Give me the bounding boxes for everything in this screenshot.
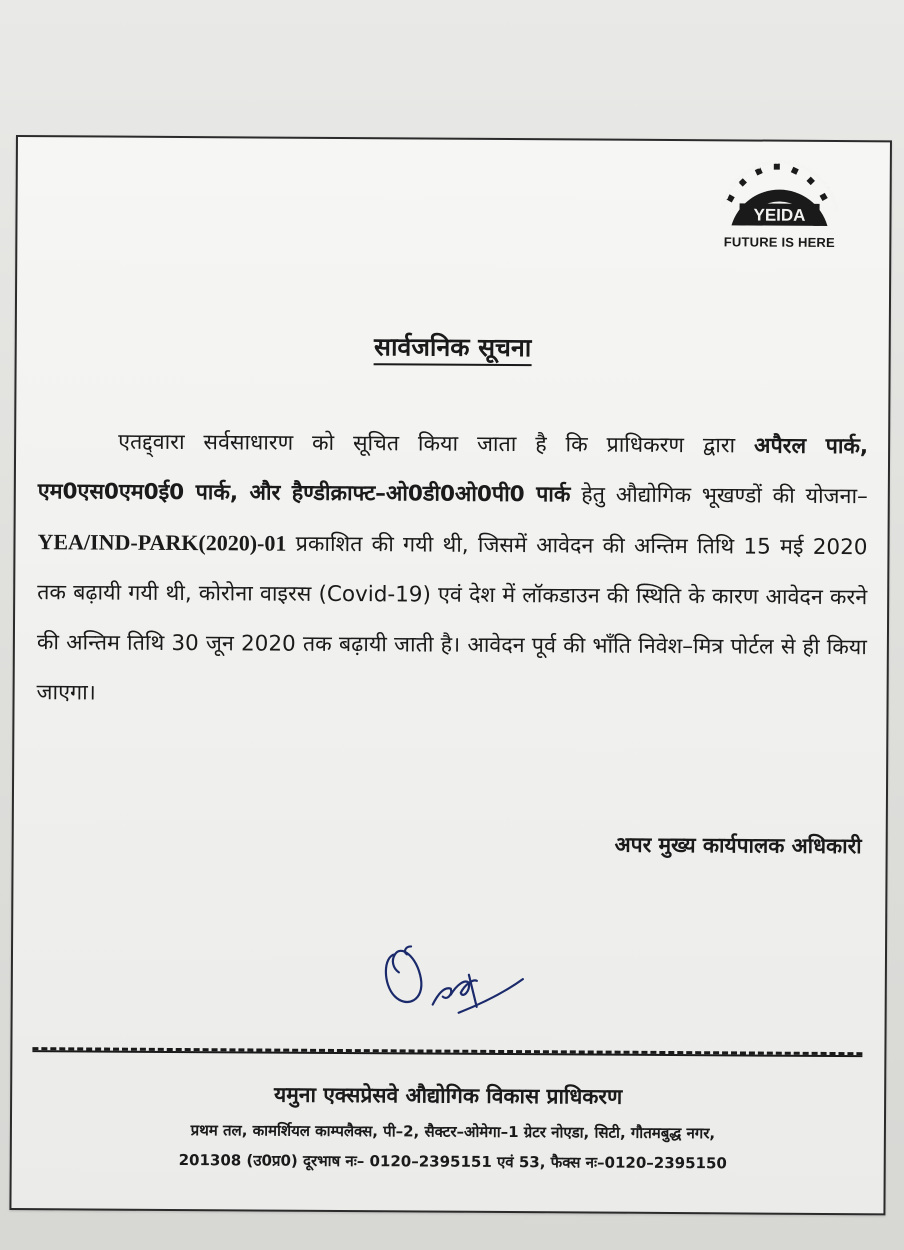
svg-text:Yamuna Expressway Industrial D: Yamuna Expressway Industrial Development Authority xyxy=(719,158,841,213)
footer-organization: यमुना एक्सप्रेसवे औद्योगिक विकास प्राधिकरण xyxy=(274,1082,623,1109)
scheme-reference: YEA/IND-PARK(2020)-01 xyxy=(37,529,287,556)
signatory-designation: अपर मुख्य कार्यपालक अधिकारी xyxy=(614,832,862,859)
body-intro: एतद्द्वारा सर्वसाधारण को सूचित किया जाता है कि प्राधिकरण द्वारा xyxy=(118,429,755,459)
notice-title-text: सार्वजनिक सूचना xyxy=(374,332,531,366)
footer-address-line2: 201308 (उ0प्र0) दूरभाष नः– 0120–2395151 एवं 53, फैक्स नः–0120–2395150 xyxy=(178,1151,727,1173)
logo-tagline: FUTURE IS HERE xyxy=(723,234,835,251)
body-details: प्रकाशित की गयी थी, जिसमें आवेदन की अन्तिम तिथि 15 मई 2020 तक बढ़ायी गयी थी, कोरोना वाइरस (Covid-19) एवं देश में लॉकडाउन की स्थिति के कारण आवेदन करने की अन्तिम तिथि 30 जून 2020 तक बढ़ायी जाती है। आवेदन पूर्व की भाँति निवेश–मित्र पोर्टल से ही किया जाएगा। xyxy=(36,531,868,706)
notice-paper xyxy=(9,135,892,1215)
body-parks: अपैरल पार्क, एम0एस0एम0ई0 पार्क, और हैण्डीक्राफ्ट–ओ0डी0ओ0पी0 पार्क xyxy=(37,433,869,508)
yeida-emblem-icon xyxy=(709,155,849,232)
handwritten-signature xyxy=(373,934,534,1025)
yeida-logo xyxy=(709,155,850,250)
footer-address-line1: प्रथम तल, कामर्शियल काम्पलैक्स, पी–2, सैक्टर–ओमेगा–1 ग्रेटर नोएडा, सिटी, गौतमबुद्ध नगर, xyxy=(190,1121,716,1143)
notice-title xyxy=(17,327,889,366)
svg-text:YEIDA: YEIDA xyxy=(753,205,806,225)
footer-address xyxy=(52,1114,854,1179)
body-scheme-intro: हेतु औद्योगिक भूखण्डों की योजना– xyxy=(570,482,868,510)
notice-body xyxy=(36,417,868,723)
